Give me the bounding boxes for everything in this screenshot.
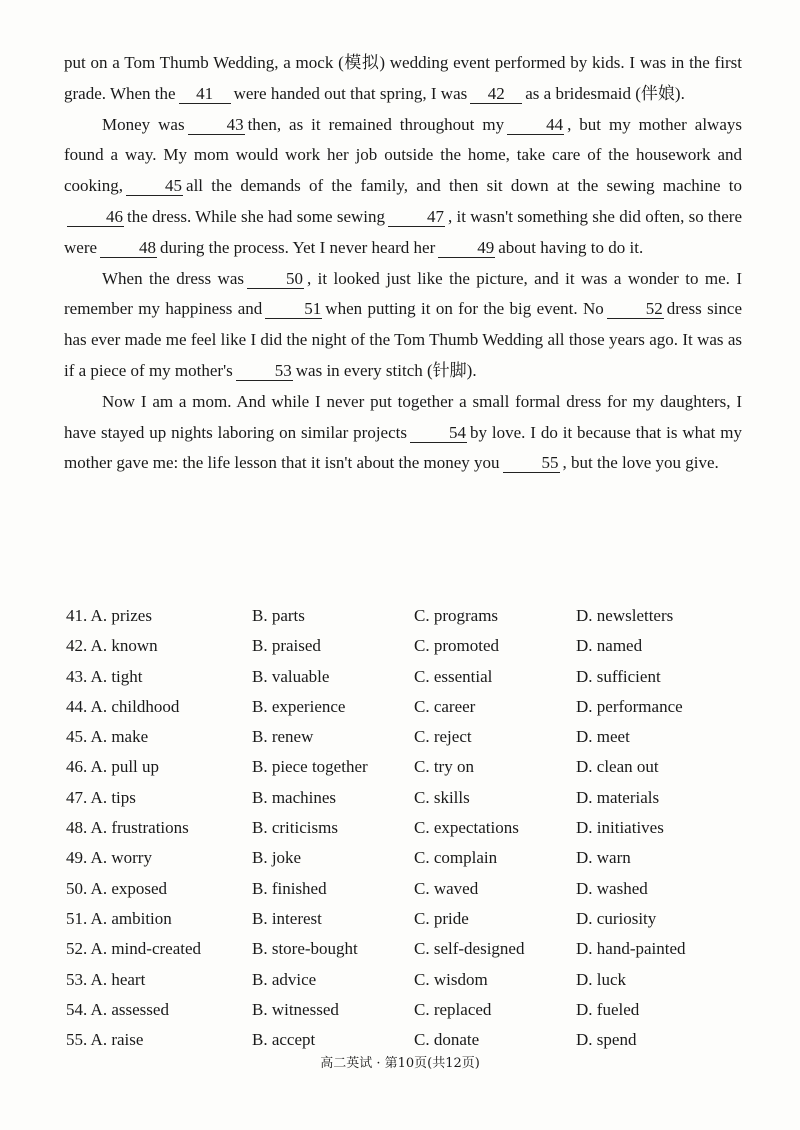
question-row (66, 874, 746, 904)
option-d: D. curiosity (576, 908, 657, 928)
option-d: D. initiatives (576, 818, 664, 838)
option-c: C. donate (414, 1030, 480, 1050)
question-row (66, 843, 746, 873)
option-d: D. newsletters (576, 606, 674, 625)
question-row (66, 692, 746, 722)
text-segment: the dress. While she had some sewing (127, 206, 385, 226)
option-c: C. skills (414, 787, 470, 807)
question-row (66, 904, 746, 934)
option-b: B. accept (252, 1030, 316, 1050)
text-segment: when putting it on for the big event. No (325, 299, 604, 319)
option-b: B. advice (252, 969, 317, 989)
option-b: B. store-bought (252, 939, 358, 959)
question-row (66, 601, 746, 631)
text-segment: Money was (102, 114, 185, 134)
option-b: B. finished (252, 878, 327, 898)
text-segment: then, as it remained throughout my (247, 114, 505, 134)
option-c: C. promoted (414, 636, 499, 656)
option-a: 51. A. ambition (66, 908, 172, 928)
text-segment: When the dress was (102, 268, 244, 288)
option-a: 47. A. tips (66, 787, 136, 807)
option-d: D. warn (576, 848, 631, 868)
blank-45: 45 (126, 176, 183, 196)
option-d: D. sufficient (576, 666, 661, 686)
question-row (66, 934, 746, 964)
blank-52: 52 (607, 299, 664, 319)
option-c: C. programs (414, 606, 499, 625)
blank-54: 54 (410, 423, 467, 443)
text-segment: , but the love you give. (562, 453, 719, 473)
option-b: B. interest (252, 908, 322, 928)
text-segment: as a bridesmaid (伴娘). (525, 83, 685, 103)
option-d: D. spend (576, 1030, 637, 1050)
option-d: D. hand-painted (576, 939, 686, 959)
option-b: B. machines (252, 787, 337, 807)
blank-50: 50 (247, 269, 304, 289)
option-c: C. career (414, 696, 476, 716)
text-segment: Now I am a mom. And while I never put together a small formal dress for my daughters, I have stayed up nights laboring on similar projects (64, 391, 742, 442)
option-a: 44. A. childhood (66, 696, 180, 716)
option-a: 53. A. heart (66, 969, 146, 989)
option-a: 55. A. raise (66, 1030, 144, 1050)
text-segment: all the demands of the family, and then sit down at the sewing machine to (186, 176, 742, 196)
option-b: B. valuable (252, 666, 330, 686)
option-b: B. criticisms (252, 818, 338, 838)
option-d: D. performance (576, 696, 683, 716)
option-a: 54. A. assessed (66, 999, 169, 1019)
option-b: B. joke (252, 848, 302, 868)
option-b: B. piece together (252, 757, 368, 777)
text-segment: put on a Tom Thumb Wedding, a mock (模拟) wedding event performed by kids. I was in the first grade. When the (64, 53, 742, 103)
option-a: 42. A. known (66, 636, 158, 656)
option-b: B. parts (252, 606, 305, 625)
option-b: B. renew (252, 727, 314, 747)
question-row (66, 1025, 746, 1055)
blank-49: 49 (438, 238, 495, 258)
text-segment: by love. I do it because that is what my mother gave me: the life lesson that it isn't about the money you (64, 422, 742, 473)
option-a: 45. A. make (66, 727, 149, 747)
option-a: 43. A. tight (66, 666, 143, 686)
option-d: D. luck (576, 969, 627, 989)
question-row (66, 813, 746, 843)
question-row (66, 662, 746, 692)
option-d: D. meet (576, 727, 630, 747)
paragraph-2 (64, 110, 742, 264)
text-segment: was in every stitch (针脚). (295, 360, 477, 380)
blank-48: 48 (100, 238, 157, 258)
option-c: C. pride (414, 908, 469, 928)
option-a: 52. A. mind-created (66, 939, 202, 959)
blank-43: 43 (188, 115, 245, 135)
option-b: B. witnessed (252, 999, 339, 1019)
option-c: C. expectations (414, 818, 519, 838)
option-b: B. praised (252, 636, 321, 656)
option-c: C. complain (414, 848, 498, 868)
text-segment: were handed out that spring, I was (233, 83, 468, 103)
option-d: D. named (576, 636, 643, 656)
question-row (66, 965, 746, 995)
question-row (66, 995, 746, 1025)
option-a: 46. A. pull up (66, 757, 160, 777)
question-row (66, 752, 746, 782)
blank-46: 46 (67, 207, 124, 227)
question-row (66, 722, 746, 752)
option-c: C. essential (414, 666, 493, 686)
text-segment: during the process. Yet I never heard her (160, 237, 436, 257)
blank-51: 51 (265, 299, 322, 319)
option-c: C. try on (414, 757, 474, 777)
option-c: C. reject (414, 727, 472, 747)
option-a: 48. A. frustrations (66, 818, 189, 838)
answer-options (66, 601, 746, 1055)
paragraph-1 (64, 48, 742, 110)
text-segment: dress since has ever made me feel like I did the night of the Tom Thumb Wedding all those years ago. It was as if a piece of my mother's (64, 299, 742, 380)
question-row (66, 783, 746, 813)
blank-53: 53 (236, 361, 293, 381)
blank-42: 42 (470, 84, 522, 104)
blank-41: 41 (179, 84, 231, 104)
option-d: D. washed (576, 878, 648, 898)
blank-44: 44 (507, 115, 564, 135)
text-segment: about having to do it. (498, 237, 644, 257)
option-c: C. self-designed (414, 939, 525, 959)
blank-55: 55 (503, 453, 560, 473)
option-b: B. experience (252, 696, 346, 716)
option-a: 41. A. prizes (66, 606, 152, 625)
blank-47: 47 (388, 207, 445, 227)
option-d: D. materials (576, 787, 660, 807)
paragraph-4 (64, 387, 742, 479)
cloze-passage (64, 48, 742, 479)
page-footer: 高二英试 · 第10页(共12页) (320, 1056, 480, 1071)
text-segment: , but my mother always found a way. My mom would work her job outside the home, take care of the housework and cooking, (64, 114, 742, 196)
option-c: C. waved (414, 878, 479, 898)
option-d: D. clean out (576, 757, 659, 777)
option-c: C. replaced (414, 999, 492, 1019)
option-c: C. wisdom (414, 969, 488, 989)
text-segment: , it looked just like the picture, and it was a wonder to me. I remember my happiness and (64, 268, 742, 319)
option-a: 49. A. worry (66, 848, 152, 868)
text-segment: , it wasn't something she did often, so there were (64, 206, 742, 257)
paragraph-3 (64, 264, 742, 387)
option-d: D. fueled (576, 999, 640, 1019)
option-a: 50. A. exposed (66, 878, 168, 898)
question-row (66, 631, 746, 661)
